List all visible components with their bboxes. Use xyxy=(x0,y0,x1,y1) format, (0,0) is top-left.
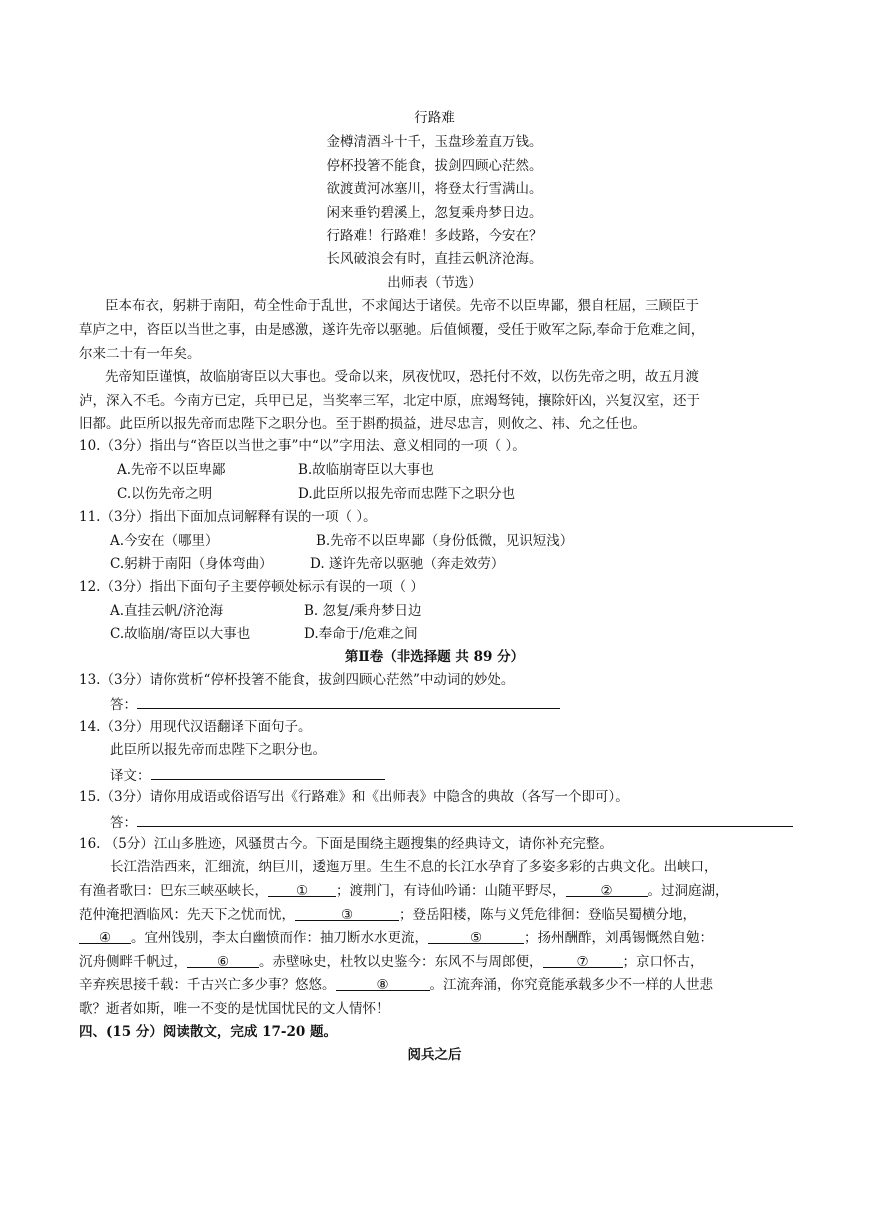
q12-option-c: C.故临崩/寄臣以大事也 xyxy=(110,626,251,642)
q16-text: ；登岳阳楼，陈与义凭危徘徊：登临吴蜀横分地， xyxy=(399,907,696,923)
question-16-stem: 16. （5分）江山多胜迹，风骚贯古今。下面是围绕主题搜集的经典诗文，请你补充完整。 xyxy=(79,836,613,852)
poem-line: 行路难！行路难！多歧路，今安在？ xyxy=(326,228,543,244)
question-12-stem: 12.（3分）指出下面句子主要停顿处标示有误的一项（ ） xyxy=(79,579,424,595)
q16-line xyxy=(79,952,704,974)
q15-answer-label: 答： xyxy=(110,815,137,831)
question-11-stem: 11.（3分）指出下面加点词解释有误的一项（ ）。 xyxy=(79,509,377,525)
q10-option-a: A.先帝不以臣卑鄙 xyxy=(117,462,226,478)
q16-text: 沉舟侧畔千帆过， xyxy=(79,954,187,970)
section-4-heading: 四、(15 分）阅读散文，完成 17-20 题。 xyxy=(79,1024,337,1040)
poem-line: 金樽清酒斗十千，玉盘珍羞直万钱。 xyxy=(326,134,543,150)
q11-option-b: B.先帝不以臣卑鄙（身份低微，见识短浅） xyxy=(316,533,574,549)
q11-option-c: C.躬耕于南阳（身体弯曲） xyxy=(110,556,273,572)
poem-line: 闲来垂钓碧溪上，忽复乘舟梦日边。 xyxy=(326,205,543,221)
q16-text: 。赤壁咏史，杜牧以史鉴今：东风不与周郎便， xyxy=(259,954,543,970)
q16-text: 有渔者歌曰：巴东三峡巫峡长， xyxy=(79,883,268,899)
q16-text: 。过洞庭湖， xyxy=(647,883,729,899)
q16-text: ；渡荆门，有诗仙吟诵：山随平野尽， xyxy=(336,883,566,899)
q13-answer-blank[interactable] xyxy=(137,693,560,709)
question-14-stem: 14.（3分）用现代汉语翻译下面句子。 xyxy=(79,719,312,735)
q16-line: 歌？逝者如斯，唯一不变的是忧国忧民的文人情怀！ xyxy=(79,1001,390,1017)
q12-option-b: B. 忽复/乘舟梦日边 xyxy=(304,603,422,619)
q14-answer-blank[interactable] xyxy=(151,764,385,780)
q16-text: 范仲淹把酒临风：先天下之忧而忧， xyxy=(79,907,295,923)
question-10-stem: 10.（3分）指出与“咨臣以当世之事”中“以”字用法、意义相同的一项（ ）。 xyxy=(79,438,526,454)
q15-answer-row xyxy=(110,811,793,833)
essay-p1-line: 尔来二十有一年矣。 xyxy=(79,346,201,362)
q16-line xyxy=(79,975,713,997)
q16-blank-3[interactable]: ③ xyxy=(295,905,399,921)
q16-line xyxy=(79,881,729,903)
essay-title: 出师表（节选） xyxy=(387,275,482,291)
q16-text: 。江流奔涌，你究竟能承载多少不一样的人世悲 xyxy=(429,977,713,993)
essay2-title: 阅兵之后 xyxy=(407,1047,462,1063)
q10-option-c: C.以伤先帝之明 xyxy=(117,486,213,502)
part2-heading: 第Ⅱ卷（非选择题 共 89 分） xyxy=(344,649,525,665)
essay-p2-line: 旧都。此臣所以报先帝而忠陛下之职分也。至于斟酌损益，进尽忠言，则攸之、祎、允之任也。 xyxy=(79,416,646,432)
question-15-stem: 15.（3分）请你用成语或俗语写出《行路难》和《出师表》中隐含的典故（各写一个即可）。 xyxy=(79,789,629,805)
q16-line xyxy=(79,905,696,927)
q16-blank-5[interactable]: ⑤ xyxy=(428,928,524,944)
q16-blank-7[interactable]: ⑦ xyxy=(543,952,623,968)
essay-p2-line: 先帝知臣谨慎，故临崩寄臣以大事也。受命以来，夙夜忧叹，恐托付不效，以伤先帝之明，故五月渡 xyxy=(105,369,699,385)
q14-answer-row xyxy=(110,764,385,786)
q10-option-d: D.此臣所以报先帝而忠陛下之职分也 xyxy=(298,486,516,502)
q11-option-a: A.今安在（哪里） xyxy=(110,533,219,549)
poem-line: 欲渡黄河冰塞川，将登太行雪满山。 xyxy=(326,181,543,197)
q12-option-d: D.奉命于/危难之间 xyxy=(304,626,418,642)
poem-line: 停杯投箸不能食，拔剑四顾心茫然。 xyxy=(326,158,543,174)
q16-text: 辛弃疾思接千载：千古兴亡多少事？悠悠。 xyxy=(79,977,336,993)
q16-text: ；扬州酬酢，刘禹锡慨然自勉： xyxy=(524,930,713,946)
q16-blank-2[interactable]: ② xyxy=(566,881,648,897)
q13-answer-label: 答： xyxy=(110,697,137,713)
q14-sentence: 此臣所以报先帝而忠陛下之职分也。 xyxy=(110,742,326,758)
q16-blank-6[interactable]: ⑥ xyxy=(187,952,259,968)
q12-option-a: A.直挂云帆/济沧海 xyxy=(110,603,224,619)
q16-line xyxy=(79,928,713,950)
q16-text: 。宜州饯别，李太白幽愤而作：抽刀断水水更流， xyxy=(131,930,428,946)
q16-text: ；京口怀古， xyxy=(622,954,704,970)
q16-blank-8[interactable]: ⑧ xyxy=(336,975,430,991)
q11-option-d: D. 遂许先帝以驱驰（奔走效劳） xyxy=(310,556,505,572)
q14-answer-label: 译文： xyxy=(110,768,151,784)
q10-option-b: B.故临崩寄臣以大事也 xyxy=(298,462,434,478)
q13-answer-row xyxy=(110,693,560,715)
q15-answer-blank[interactable] xyxy=(137,811,793,827)
q16-blank-1[interactable]: ① xyxy=(268,881,336,897)
essay-p1-line: 草庐之中，咨臣以当世之事，由是感激，遂许先帝以驱驰。后值倾覆，受任于败军之际,奉命于危难之间， xyxy=(79,322,705,338)
poem-line: 长风破浪会有时，直挂云帆济沧海。 xyxy=(326,251,543,267)
q16-line: 长江浩浩西来，汇细流，纳巨川，逶迤万里。生生不息的长江水孕育了多姿多彩的古典文化。出峡口， xyxy=(110,859,718,875)
question-13-stem: 13.（3分）请你赏析“停杯投箸不能食，拔剑四顾心茫然”中动词的妙处。 xyxy=(79,672,515,688)
q16-blank-4[interactable]: ④ xyxy=(79,928,131,944)
poem-title: 行路难 xyxy=(414,110,455,126)
essay-p2-line: 泸，深入不毛。今南方已定，兵甲已足，当奖率三军，北定中原，庶竭驽钝，攘除奸凶，兴复汉室，还于 xyxy=(79,393,700,409)
essay-p1-line: 臣本布衣，躬耕于南阳，苟全性命于乱世，不求闻达于诸侯。先帝不以臣卑鄙，猥自枉屈，三顾臣于 xyxy=(105,298,699,314)
